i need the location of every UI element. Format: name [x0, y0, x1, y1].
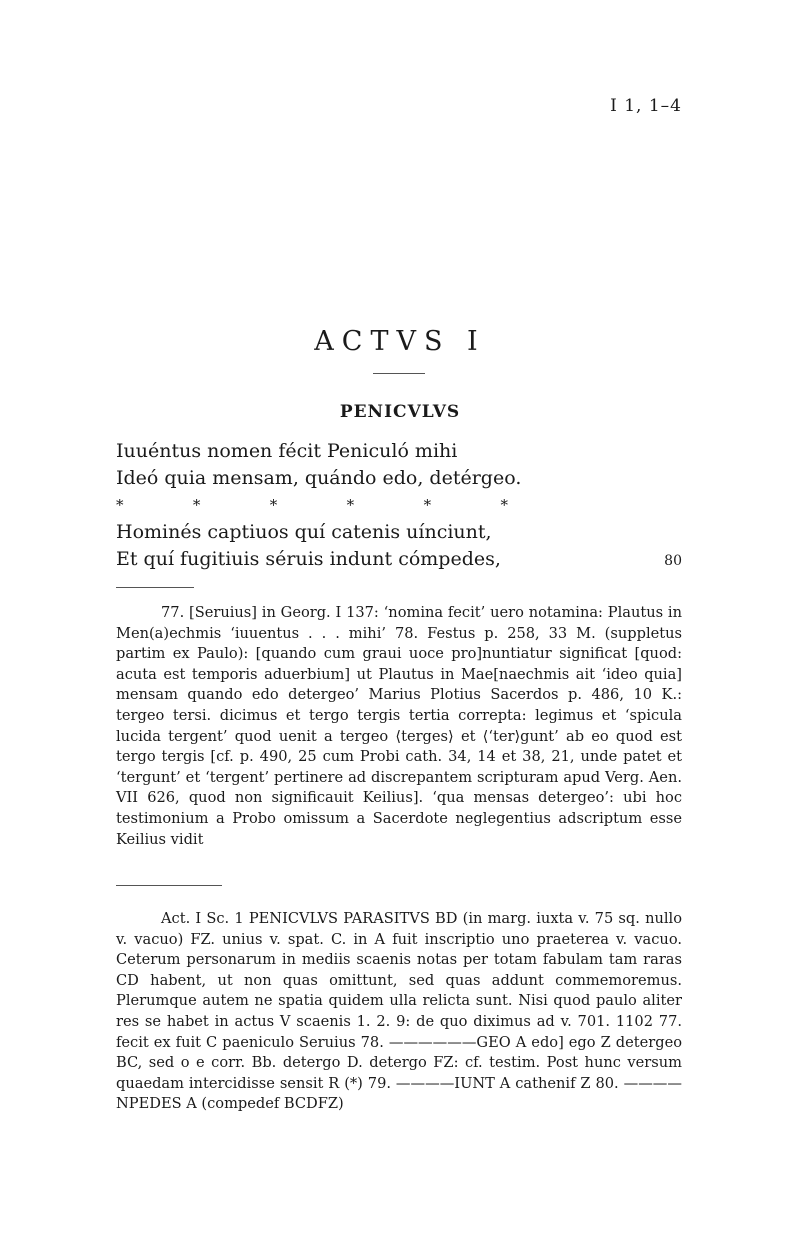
verse-text: Ideó quia mensam, quándo edo, detérgeo. — [116, 467, 522, 489]
verse-text: Hominés captiuos quí catenis uínciunt, — [116, 521, 492, 543]
critical-apparatus — [116, 909, 682, 1115]
asterisk: * — [423, 496, 432, 514]
title-divider — [373, 373, 425, 374]
asterisk: * — [346, 496, 355, 514]
asterisk: * — [116, 496, 124, 514]
testimonia-notes — [116, 603, 682, 850]
asterisk: * — [500, 496, 508, 514]
testimonia-divider — [116, 587, 194, 588]
act-title: ACTVS I — [314, 326, 486, 357]
asterisk: * — [269, 496, 278, 514]
verse-text: Iuuéntus nomen fécit Peniculó mihi — [116, 440, 458, 462]
verse-line — [116, 438, 686, 465]
asterisk: * — [192, 496, 201, 514]
verse-line — [116, 519, 686, 546]
testimonia-text: 77. [Seruius] in Georg. I 137: ‘nomina fecit’ uero notamina: Plautus in Men(a)echmis ‘iuuentus . . . mihi’ 78. Festus p. 258, 33 M. (suppletus partim ex Paulo): [quando cum graui uoce pro]nuntiatur significat [quod: acuta est temporis aduerbium] ut Plautus in Mae[naechmis ait ‘ideo quia] mensam quando edo detergeo’ Marius Plotius Sacerdos p. 486, 10 K.: tergeo tersi. dicimus et tergo tergis tertia correpta: legimus et ‘spicula lucida tergent’ quod uenit a tergeo ⟨terges⟩ et ⟨‘ter⟩gunt’ ab eo quod est tergo tergis [cf. p. 490, 25 cum Probi cath. 34, 14 et 38, 21, unde patet et ‘tergunt’ et ‘tergent’ pertinere ad discrepantem scripturam apud Verg. Aen. VII 626, quod non significauit Keilius]. ‘qua mensas detergeo’: ubi hoc testimonium a Probo omissum a Sacerdote neglegentius adscriptum esse Keilius vidit — [116, 604, 682, 848]
verse-line — [116, 546, 686, 573]
page-reference: I 1, 1–4 — [610, 96, 682, 116]
verse-line — [116, 465, 686, 492]
lacuna-marks — [116, 492, 508, 519]
apparatus-text: Act. I Sc. 1 PENICVLVS PARASITVS BD (in marg. iuxta v. 75 sq. nullo v. vacuo) FZ. unius v. spat. C. in A fuit inscriptio uno praeterea v. vacuo. Ceterum personarum in mediis scaenis notas per totam fabulam tam raras CD habent, ut non quas omittunt, sed quas addunt commemoremus. Plerumque autem ne spatia quidem ulla relicta sunt. Nisi quod paulo aliter res se habet in actus V scaenis 1. 2. 9: de quo diximus ad v. 701. 1102 77. fecit ex fuit C paeniculo Seruius 78. ——————GEO A edo] ego Z detergeo BC, sed o e corr. Bb. detergo D. detergo FZ: cf. testim. Post hunc versum quaedam intercidisse sensit R (*) 79. ————IUNT A cathenif Z 80. ————NPEDES A (compedef BCDFZ) — [116, 910, 682, 1113]
verse-text: Et quí fugitiuis séruis indunt cómpedes, — [116, 548, 501, 570]
apparatus-divider — [116, 885, 222, 886]
verse-block — [116, 438, 686, 573]
line-number: 80 — [664, 553, 682, 569]
speaker-heading: PENICVLVS — [339, 402, 461, 422]
